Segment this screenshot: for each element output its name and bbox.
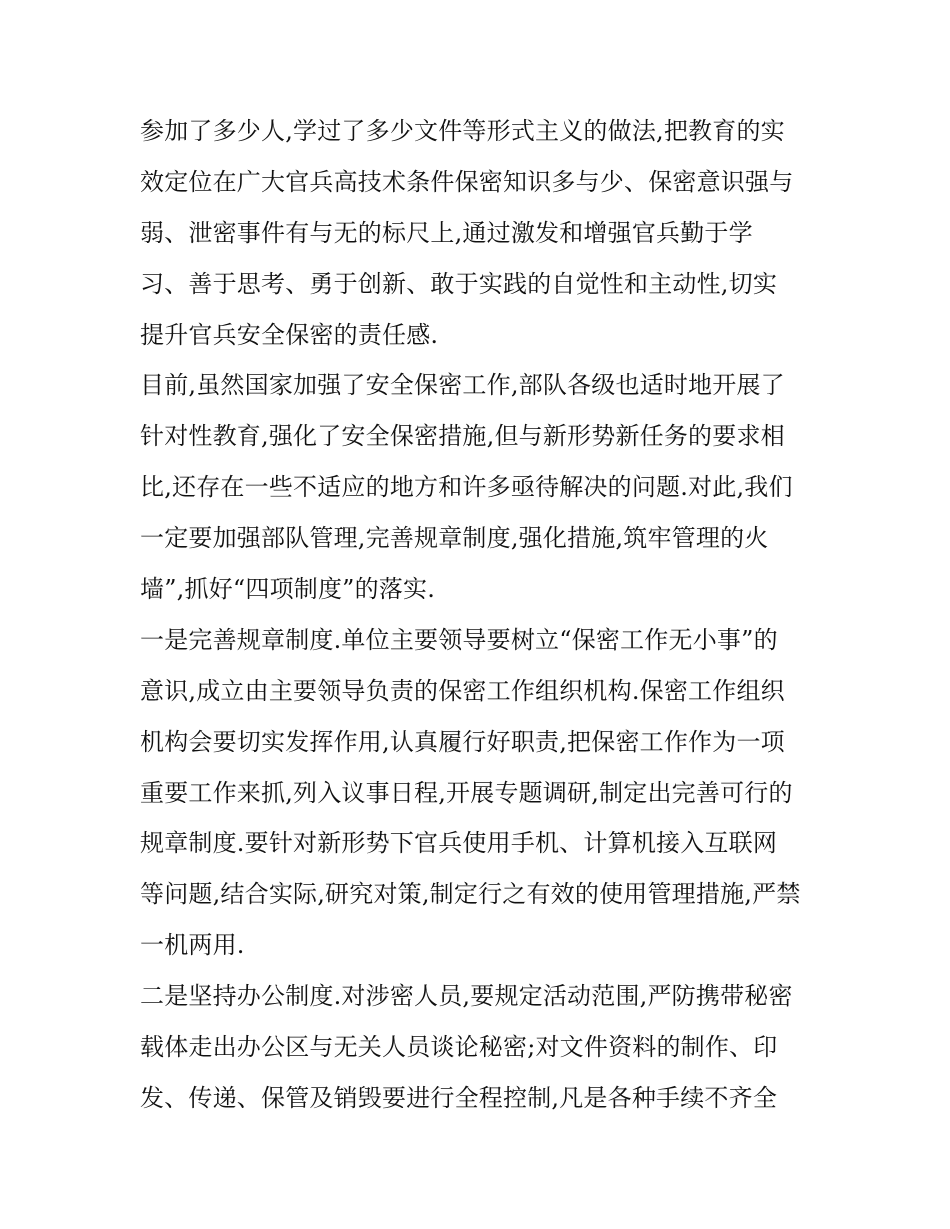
text-line: 机构会要切实发挥作用,认真履行好职责,把保密工作作为一项 bbox=[140, 727, 785, 756]
text-line: 二是坚持办公制度.对涉密人员,要规定活动范围,严防携带秘密 bbox=[140, 982, 793, 1011]
text-line: 参加了多少人,学过了多少文件等形式主义的做法,把教育的实 bbox=[140, 117, 785, 145]
text-line: 墙”,抓好“四项制度”的落实. bbox=[140, 575, 436, 604]
text-line: 一机两用. bbox=[140, 931, 245, 960]
text-line: 意识,成立由主要领导负责的保密工作组织机构.保密工作组织 bbox=[140, 676, 785, 705]
text-line: 效定位在广大官兵高技术条件保密知识多与少、保密意识强与 bbox=[140, 167, 794, 196]
text-line: 提升官兵安全保密的责任感. bbox=[140, 320, 439, 349]
text-line: 重要工作来抓,列入议事日程,开展专题调研,制定出完善可行的 bbox=[140, 778, 793, 807]
text-line: 发、传递、保管及销毁要进行全程控制,凡是各种手续不齐全 bbox=[140, 1083, 778, 1112]
text-line: 目前,虽然国家加强了安全保密工作,部队各级也适时地开展了 bbox=[140, 371, 785, 400]
text-line: 习、善于思考、勇于创新、敢于实践的自觉性和主动性,切实 bbox=[140, 269, 778, 298]
text-line: 等问题,结合实际,研究对策,制定行之有效的使用管理措施,严禁 bbox=[140, 880, 801, 909]
text-line: 针对性教育,强化了安全保密措施,但与新形势新任务的要求相 bbox=[140, 422, 785, 451]
text-line: 一是完善规章制度.单位主要领导要树立“保密工作无小事”的 bbox=[140, 625, 778, 654]
text-line: 一定要加强部队管理,完善规章制度,强化措施,筑牢管理的火 bbox=[140, 524, 769, 553]
document-body bbox=[140, 106, 840, 1124]
text-line: 载体走出办公区与无关人员谈论秘密;对文件资料的制作、印 bbox=[140, 1033, 778, 1062]
text-line: 规章制度.要针对新形势下官兵使用手机、计算机接入互联网 bbox=[140, 829, 778, 858]
text-line: 比,还存在一些不适应的地方和许多亟待解决的问题.对此,我们 bbox=[140, 473, 793, 502]
text-line: 弱、泄密事件有与无的标尺上,通过激发和增强官兵勤于学 bbox=[140, 218, 753, 247]
